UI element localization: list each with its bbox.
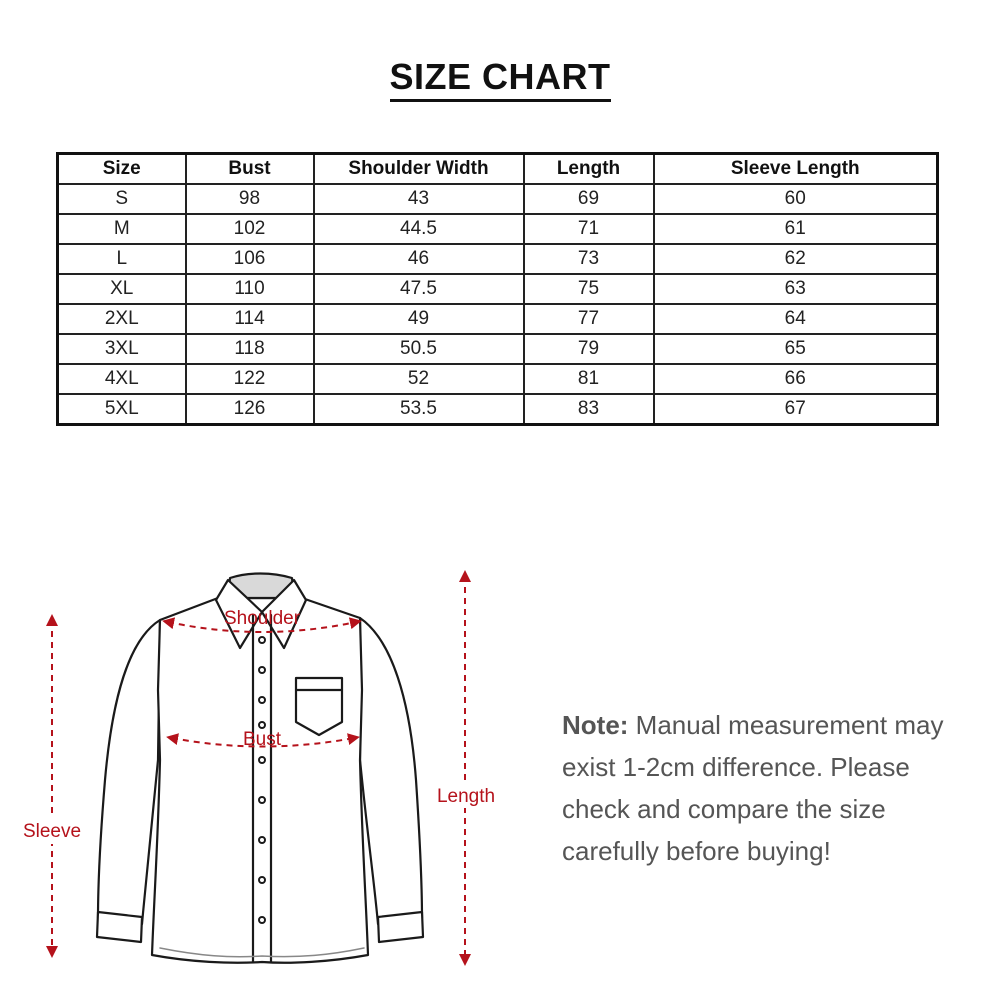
header-sleeve-length: Sleeve Length — [654, 154, 938, 185]
cell-length: 73 — [524, 244, 654, 274]
cell-sleeve-length: 65 — [654, 334, 938, 364]
cell-bust: 102 — [186, 214, 314, 244]
cell-size: 3XL — [58, 334, 186, 364]
cell-bust: 98 — [186, 184, 314, 214]
table-row — [58, 304, 938, 334]
table-row — [58, 334, 938, 364]
cell-bust: 114 — [186, 304, 314, 334]
length-label: Length — [436, 786, 496, 807]
cell-length: 75 — [524, 274, 654, 304]
cell-size: M — [58, 214, 186, 244]
note-text: Manual measurement may exist 1-2cm difference. Please check and compare the size carefully before buying! — [562, 710, 944, 866]
header-shoulder-width: Shoulder Width — [314, 154, 524, 185]
measurement-note — [562, 704, 962, 872]
table-row — [58, 184, 938, 214]
cell-bust: 106 — [186, 244, 314, 274]
cell-size: 4XL — [58, 364, 186, 394]
table-header-row — [58, 154, 938, 185]
cell-length: 81 — [524, 364, 654, 394]
table-row — [58, 394, 938, 425]
cell-shoulder-width: 50.5 — [314, 334, 524, 364]
cell-sleeve-length: 66 — [654, 364, 938, 394]
cell-sleeve-length: 60 — [654, 184, 938, 214]
shirt-diagram — [0, 555, 560, 975]
cell-sleeve-length: 67 — [654, 394, 938, 425]
cell-sleeve-length: 61 — [654, 214, 938, 244]
cell-shoulder-width: 43 — [314, 184, 524, 214]
table-row — [58, 214, 938, 244]
bust-label: Bust — [242, 729, 282, 750]
cell-size: S — [58, 184, 186, 214]
note-label: Note: — [562, 710, 629, 740]
cell-length: 83 — [524, 394, 654, 425]
cell-size: 5XL — [58, 394, 186, 425]
cell-size: 2XL — [58, 304, 186, 334]
page-title-text: SIZE CHART — [390, 56, 611, 102]
page-title — [0, 56, 1000, 98]
cell-shoulder-width: 47.5 — [314, 274, 524, 304]
cell-shoulder-width: 49 — [314, 304, 524, 334]
cell-shoulder-width: 52 — [314, 364, 524, 394]
header-length: Length — [524, 154, 654, 185]
header-bust: Bust — [186, 154, 314, 185]
table-row — [58, 274, 938, 304]
shoulder-label: Shoulder — [223, 608, 301, 629]
size-table — [56, 152, 939, 426]
cell-sleeve-length: 62 — [654, 244, 938, 274]
cell-length: 69 — [524, 184, 654, 214]
table-row — [58, 364, 938, 394]
cell-bust: 118 — [186, 334, 314, 364]
cell-shoulder-width: 53.5 — [314, 394, 524, 425]
cell-sleeve-length: 63 — [654, 274, 938, 304]
cell-length: 71 — [524, 214, 654, 244]
header-size: Size — [58, 154, 186, 185]
cell-bust: 110 — [186, 274, 314, 304]
cell-length: 77 — [524, 304, 654, 334]
cell-shoulder-width: 44.5 — [314, 214, 524, 244]
table-row — [58, 244, 938, 274]
cell-size: XL — [58, 274, 186, 304]
cell-size: L — [58, 244, 186, 274]
cell-bust: 122 — [186, 364, 314, 394]
cell-shoulder-width: 46 — [314, 244, 524, 274]
cell-length: 79 — [524, 334, 654, 364]
cell-bust: 126 — [186, 394, 314, 425]
sleeve-label: Sleeve — [22, 821, 82, 842]
cell-sleeve-length: 64 — [654, 304, 938, 334]
